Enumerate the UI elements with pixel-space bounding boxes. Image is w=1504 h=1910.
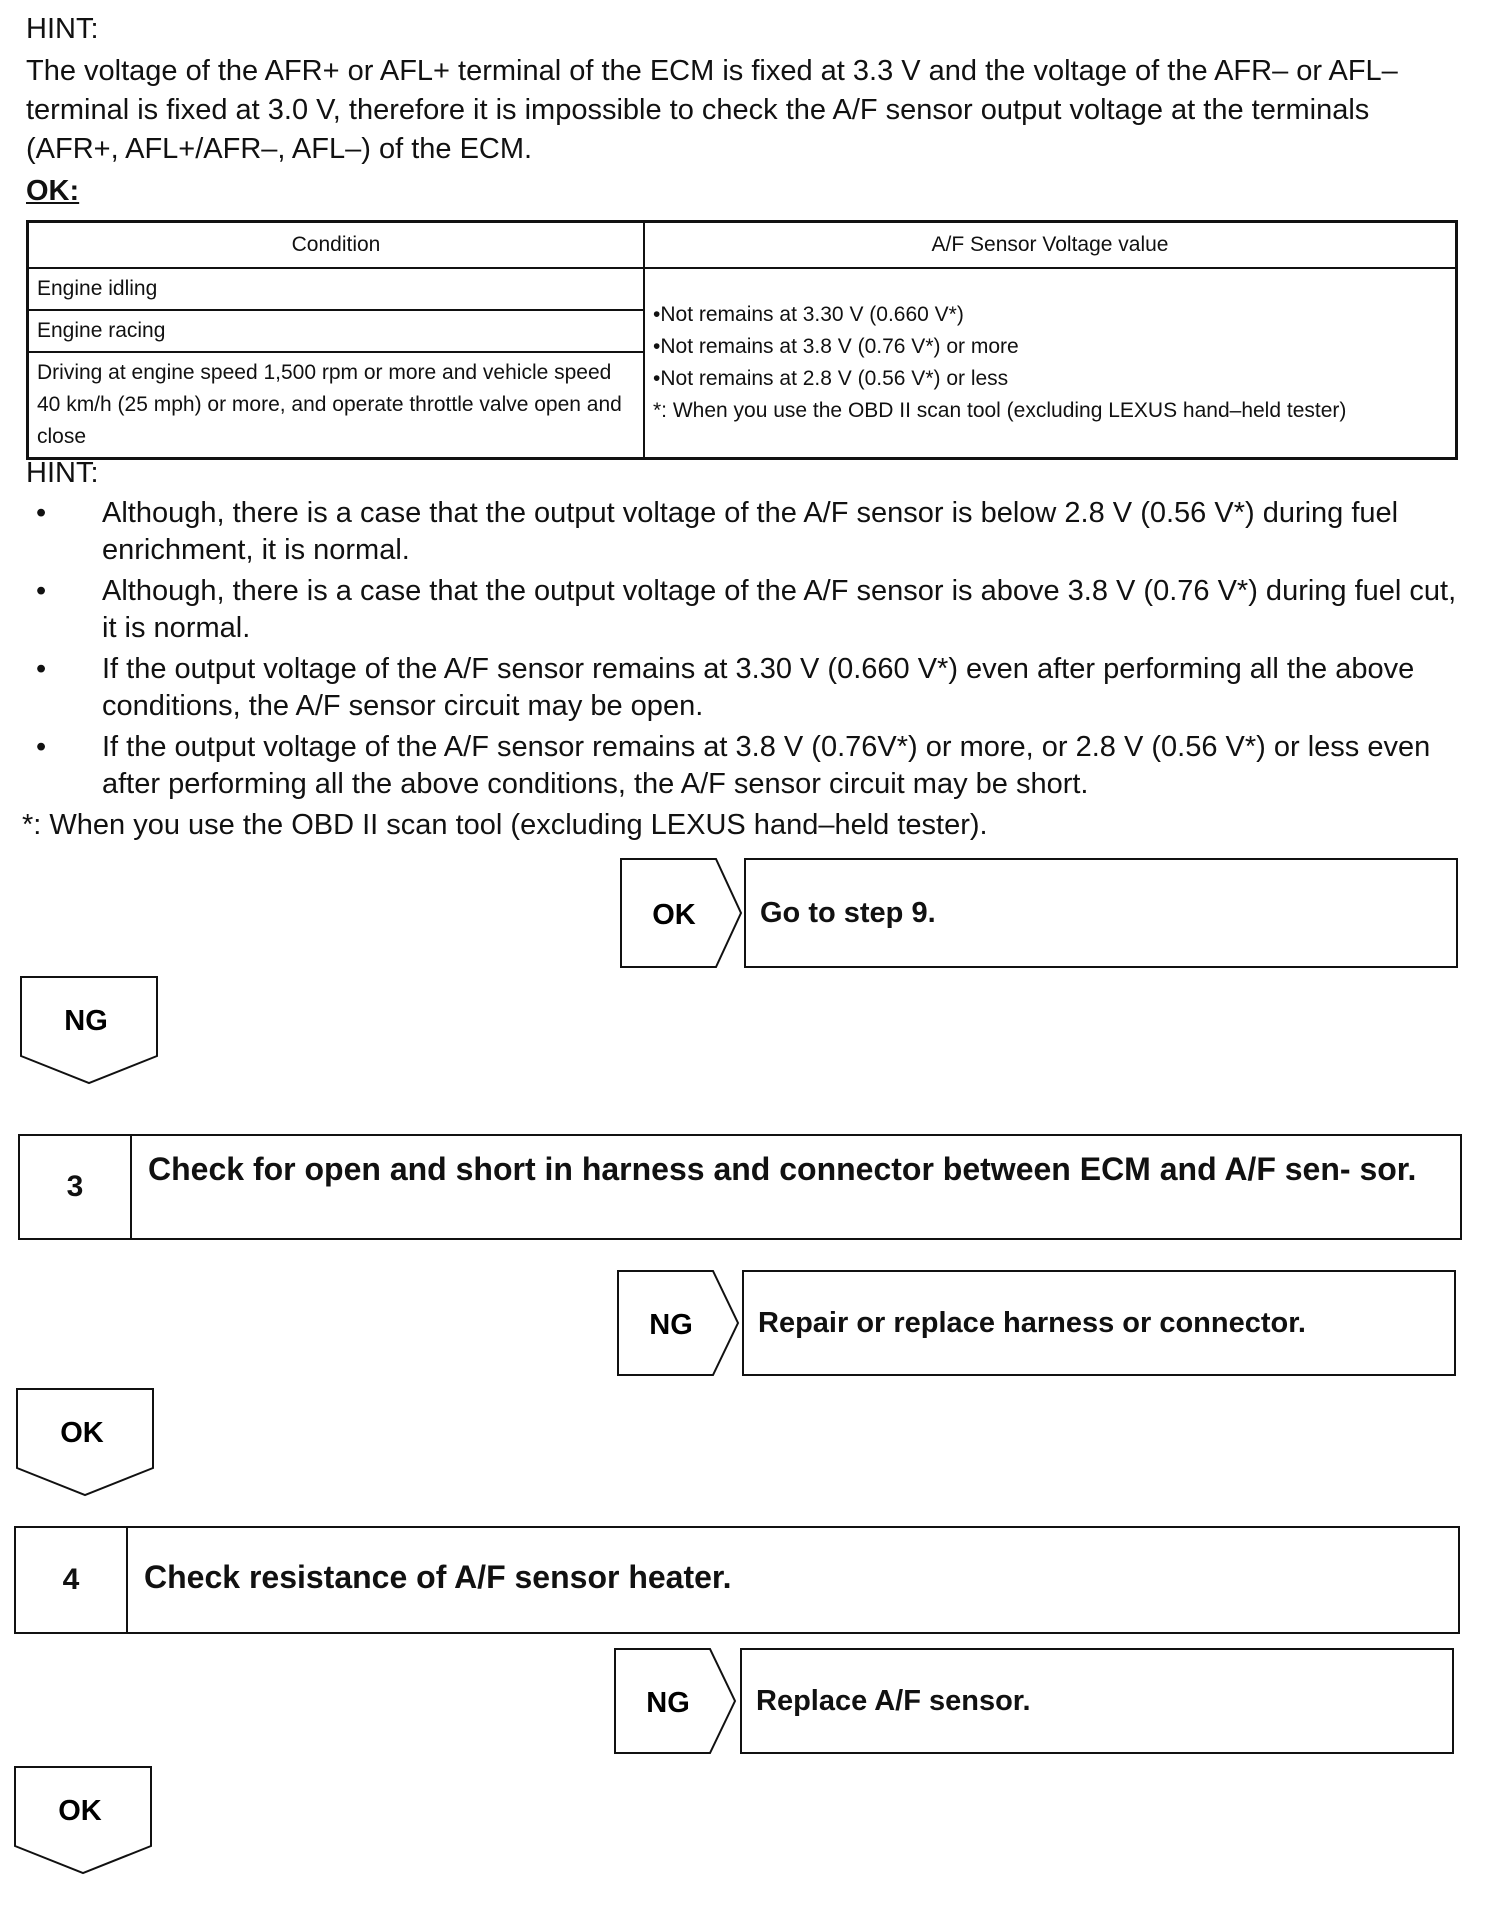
ng-arrow-label: NG (64, 1005, 108, 1037)
ok-label: OK: (26, 175, 80, 207)
list-item: • Although, there is a case that the output voltage of the A/F sensor is below 2.8 V (0.56 V*) during fuel enrichment, it is normal. (30, 495, 1460, 569)
hint-label: HINT: (26, 13, 99, 45)
voltage-line: •Not remains at 2.8 V (0.56 V*) or less (653, 367, 1009, 390)
result-text: Go to step 9. (760, 896, 936, 929)
step-4-box (14, 1526, 1460, 1634)
result-box-replace-sensor (740, 1648, 1454, 1754)
step-title: Check resistance of A/F sensor heater. (144, 1559, 732, 1595)
ng-right-arrow (617, 1270, 739, 1376)
ng-arrow-label: NG (646, 1687, 690, 1719)
ng-right-arrow (614, 1648, 736, 1754)
table-header-condition: Condition (28, 222, 645, 269)
step-3-box (18, 1134, 1462, 1240)
ng-arrow-label: NG (649, 1309, 693, 1341)
voltage-line: •Not remains at 3.8 V (0.76 V*) or more (653, 335, 1019, 358)
step-number: 3 (20, 1136, 132, 1238)
voltage-line: •Not remains at 3.30 V (0.660 V*) (653, 303, 964, 326)
spec-table (26, 220, 1458, 460)
condition-cell: Driving at engine speed 1,500 rpm or more and vehicle speed 40 km/h (25 mph) or more, and operate throttle valve open and close (28, 352, 645, 459)
result-text: Replace A/F sensor. (756, 1684, 1031, 1717)
hint-bullet-list (30, 495, 1460, 807)
table-header-voltage: A/F Sensor Voltage value (644, 222, 1457, 269)
table-row (28, 268, 1457, 310)
ok-right-arrow (620, 858, 742, 968)
list-item: • Although, there is a case that the output voltage of the A/F sensor is above 3.8 V (0.76 V*) during fuel cut, it is normal. (30, 573, 1460, 647)
step-title: Check for open and short in harness and connector between ECM and A/F sen- sor. (148, 1151, 1417, 1187)
voltage-footnote: *: When you use the OBD II scan tool (excluding LEXUS hand–held tester) (653, 399, 1347, 422)
hint-label: HINT: (26, 457, 99, 489)
ok-down-arrow (16, 1388, 154, 1496)
list-item: • If the output voltage of the A/F sensor remains at 3.8 V (0.76V*) or more, or 2.8 V (0.56 V*) or less even after performing all the above conditions, the A/F sensor circuit may be short. (30, 729, 1460, 803)
ok-arrow-label: OK (58, 1795, 102, 1827)
voltage-cell (644, 268, 1457, 459)
list-item: • If the output voltage of the A/F sensor remains at 3.30 V (0.660 V*) even after performing all the above conditions, the A/F sensor circuit may be open. (30, 651, 1460, 725)
result-text: Repair or replace harness or connector. (758, 1306, 1306, 1339)
condition-cell: Engine racing (28, 310, 645, 352)
table-header-row (28, 222, 1457, 269)
step-number: 4 (16, 1528, 128, 1632)
hint-paragraph: The voltage of the AFR+ or AFL+ terminal of the ECM is fixed at 3.3 V and the voltage of the AFR– or AFL– terminal is fixed at 3.0 V, therefore it is impossible to check the A/F sensor output voltage at the terminals (AFR+, AFL+/AFR–, AFL–) of the ECM. (26, 55, 1398, 165)
condition-cell: Engine idling (28, 268, 645, 310)
result-box-repair-harness (742, 1270, 1456, 1376)
ok-arrow-label: OK (60, 1417, 104, 1449)
ng-down-arrow (20, 976, 158, 1084)
result-box-go-to-step (744, 858, 1458, 968)
ok-down-arrow (14, 1766, 152, 1874)
ok-arrow-label: OK (652, 899, 696, 931)
footnote: *: When you use the OBD II scan tool (excluding LEXUS hand–held tester). (22, 809, 988, 841)
